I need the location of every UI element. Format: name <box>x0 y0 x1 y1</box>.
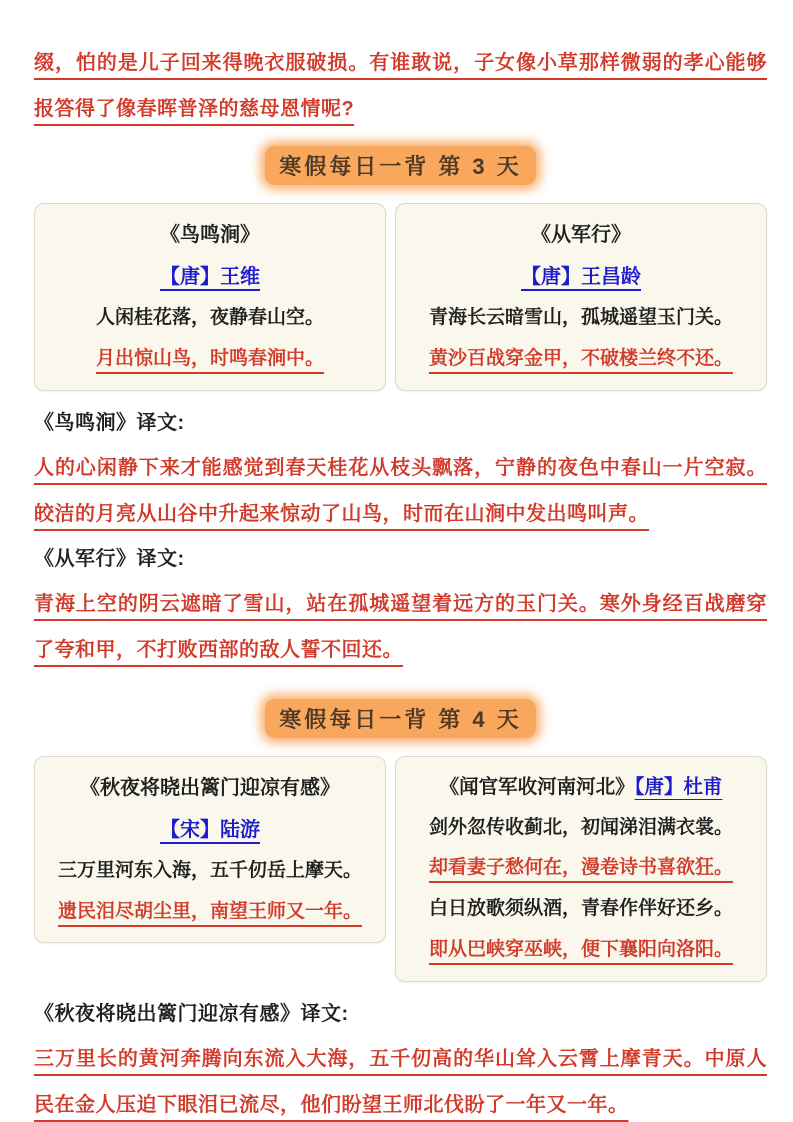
poem-card-qiu-ye-jiang-xiao <box>34 756 386 944</box>
poem-author-link[interactable]: 【唐】杜甫 <box>634 775 723 798</box>
day4-poem-row <box>34 756 767 982</box>
poem-title: 《闻官军收河南河北》 <box>439 775 635 798</box>
day4-header <box>34 699 767 738</box>
poem-author-link[interactable]: 【唐】王维 <box>160 266 260 288</box>
poem-line-highlighted: 月出惊山鸟，时鸣春涧中。 <box>95 347 324 369</box>
poem-title-author-line <box>404 767 758 808</box>
poem-author-link[interactable]: 【唐】王昌龄 <box>521 266 641 288</box>
day3-poem-row <box>34 203 767 391</box>
poem-line-highlighted: 遗民泪尽胡尘里，南望王师又一年。 <box>57 900 362 922</box>
poem-author-link[interactable]: 【宋】陆游 <box>160 818 260 841</box>
translation-text-niao-ming-jian: 人的心闲静下来才能感觉到春天桂花从枝头飘落，宁静的夜色中春山一片空寂。皎洁的月亮从山谷中升起来惊动了山鸟，时而在山涧中发出鸣叫声。 <box>34 456 767 525</box>
translation-label-niao-ming-jian: 《鸟鸣涧》译文: <box>34 411 185 434</box>
translation-text-cong-jun-xing: 青海上空的阴云遮暗了雪山，站在孤城遥望着远方的玉门关。寒外身经百战磨穿了夸和甲，不打败西部的敌人誓不回还。 <box>34 592 767 661</box>
poem-card-niao-ming-jian <box>34 203 386 391</box>
poem-line-highlighted: 即从巴峡穿巫峡，便下襄阳向洛阳。 <box>428 939 733 961</box>
translation-label-qiu-ye-jiang-xiao: 《秋夜将晓出篱门迎凉有感》译文: <box>34 1003 349 1025</box>
poem-line: 人闲桂花落，夜静春山空。 <box>95 307 324 328</box>
intro-translation-text: 缀，怕的是儿子回来得晚衣服破损。有谁敢说，子女像小草那样微弱的孝心能够报答得了像春晖普泽的慈母恩情呢? <box>34 52 767 120</box>
poem-line: 剑外忽传收蓟北，初闻涕泪满衣裳。 <box>428 816 733 838</box>
day3-header <box>34 146 767 185</box>
poem-title: 《秋夜将晓出篱门迎凉有感》 <box>80 776 340 799</box>
poem-card-cong-jun-xing <box>395 203 767 391</box>
poem-line-highlighted: 黄沙百战穿金甲，不破楼兰终不还。 <box>428 347 733 369</box>
day3-header-label: 寒假每日一背 第 3 天 <box>265 146 536 185</box>
poem-title: 《鸟鸣涧》 <box>160 224 260 246</box>
poem-line: 白日放歌须纵酒，青春作伴好还乡。 <box>428 898 733 920</box>
poem-line-highlighted: 却看妻子愁何在，漫卷诗书喜欲狂。 <box>428 857 733 879</box>
poem-line: 三万里河东入海，五千仞岳上摩天。 <box>57 859 362 881</box>
translation-label-cong-jun-xing: 《从军行》译文: <box>34 547 185 570</box>
poem-card-wen-guan-jun <box>395 756 767 982</box>
day4-header-label: 寒假每日一背 第 4 天 <box>265 699 536 738</box>
poem-line: 青海长云暗雪山，孤城遥望玉门关。 <box>428 307 733 328</box>
poem-title: 《从军行》 <box>531 224 631 246</box>
translation-text-qiu-ye-jiang-xiao: 三万里长的黄河奔腾向东流入大海，五千仞高的华山耸入云霄上摩青天。中原人民在金人压迫下眼泪已流尽，他们盼望王师北伐盼了一年又一年。 <box>34 1048 767 1116</box>
